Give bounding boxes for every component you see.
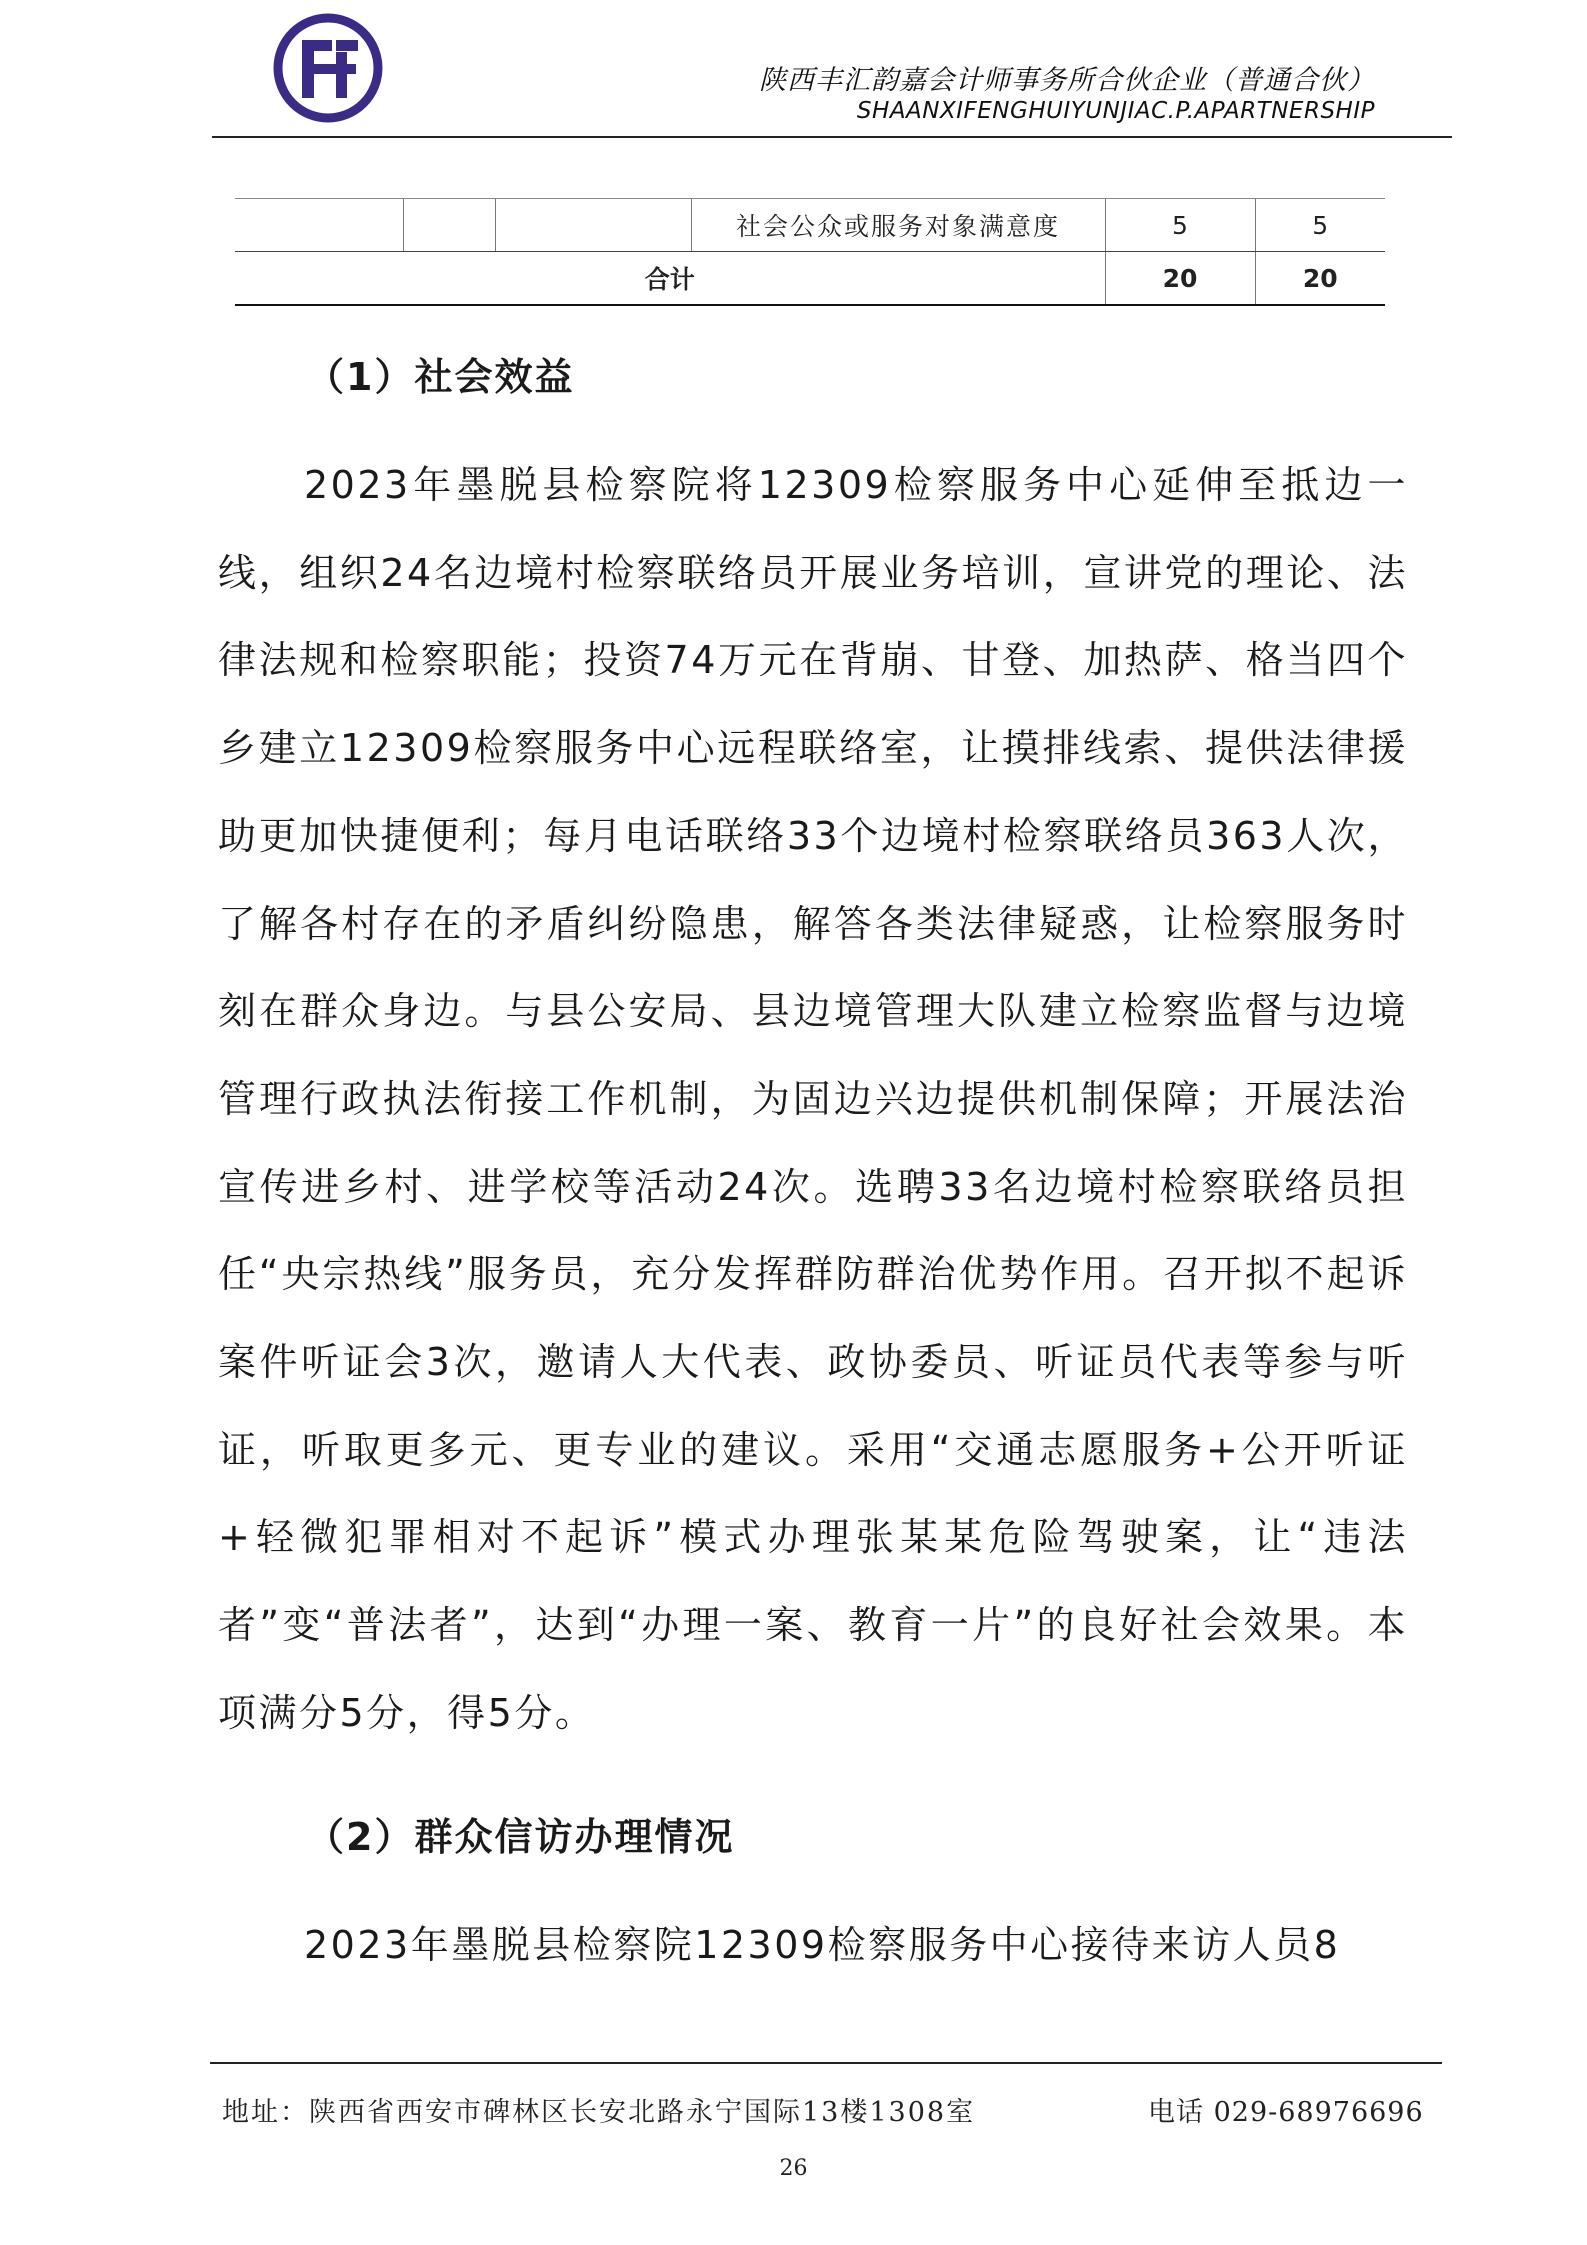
table-row-total bbox=[235, 252, 1385, 306]
section-paragraph: 2023年墨脱县检察院12309检察服务中心接待来访人员8 bbox=[304, 1922, 1341, 1967]
total-score-cell: 20 bbox=[1255, 252, 1385, 306]
total-weight-cell: 20 bbox=[1105, 252, 1255, 306]
table-cell bbox=[495, 199, 691, 252]
footer-address: 地址：陕西省西安市碑林区长安北路永宁国际13楼1308室 bbox=[222, 2097, 976, 2128]
total-label-cell: 合计 bbox=[235, 252, 1105, 306]
page-number: 26 bbox=[779, 2156, 808, 2181]
firm-logo bbox=[272, 12, 384, 124]
section-heading: （1）社会效益 bbox=[306, 355, 575, 399]
section-heading: （2）群众信访办理情况 bbox=[306, 1814, 735, 1859]
body-content bbox=[218, 322, 1408, 1989]
table-cell bbox=[235, 199, 403, 252]
header-divider bbox=[212, 136, 1452, 138]
indicator-cell: 社会公众或服务对象满意度 bbox=[691, 199, 1105, 252]
footer-divider bbox=[210, 2062, 1442, 2064]
firm-name-cn: 陕西丰汇韵嘉会计师事务所合伙企业（普通合伙） bbox=[759, 65, 1375, 96]
firm-name-en: SHAANXIFENGHUIYUNJIAC.P.APARTNERSHIP bbox=[856, 98, 1375, 124]
score-table bbox=[235, 198, 1385, 306]
weight-cell: 5 bbox=[1105, 199, 1255, 252]
table-cell bbox=[403, 199, 495, 252]
score-cell: 5 bbox=[1255, 199, 1385, 252]
footer-phone: 电话 029-68976696 bbox=[1148, 2097, 1424, 2128]
table-row bbox=[235, 199, 1385, 252]
section-paragraph: 2023年墨脱县检察院将12309检察服务中心延伸至抵边一线，组织24名边境村检察联络员开展业务培训，宣讲党的理论、法律法规和检察职能；投资74万元在背崩、甘登、加热萨、格当四个乡建立12309检察服务中心远程联络室，让摸排线索、提供法律援助更加快捷便利；每月电话联络33个边境村检察联络员363人次，了解各村存在的矛盾纠纷隐患，解答各类法律疑惑，让检察服务时刻在群众身边。与县公安局、县边境管理大队建立检察监督与边境管理行政执法衔接工作机制，为固边兴边提供机制保障；开展法治宣传进乡村、进学校等活动24次。选聘33名边境村检察联络员担任“央宗热线”服务员，充分发挥群防群治优势作用。召开拟不起诉案件听证会3次，邀请人大代表、政协委员、听证员代表等参与听证，听取更多元、更专业的建议。采用“交通志愿服务+公开听证+轻微犯罪相对不起诉”模式办理张某某危险驾驶案，让“违法者”变“普法者”，达到“办理一案、教育一片”的良好社会效果。本项满分5分，得5分。 bbox=[218, 463, 1408, 1735]
